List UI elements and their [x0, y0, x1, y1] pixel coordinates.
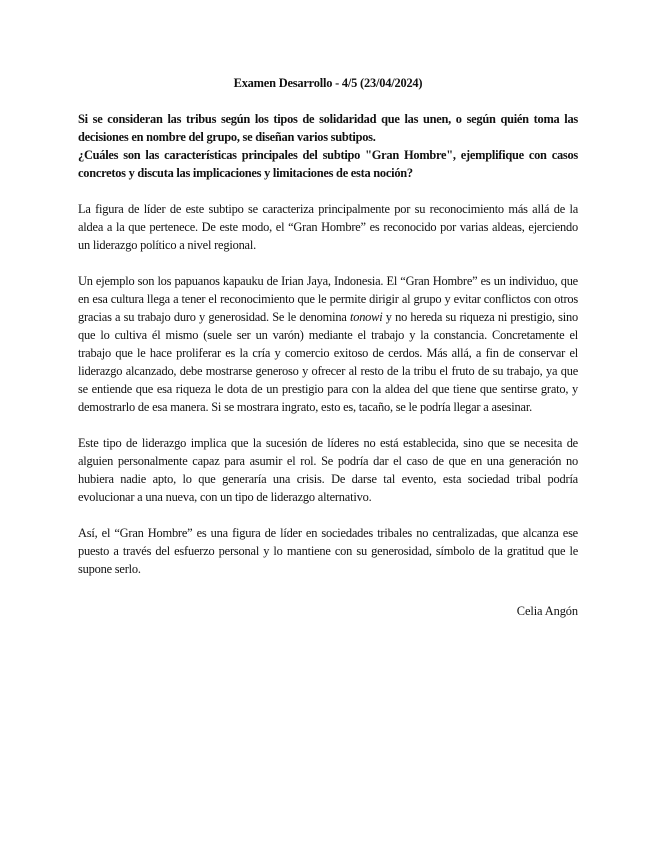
paragraph-1: La figura de líder de este subtipo se caracteriza principalmente por su reconocimiento más allá de la aldea a la que pertenece. De este modo, el “Gran Hombre” es reconocido por varias aldeas, ejerciendo un liderazgo político a nivel regional.	[78, 202, 578, 252]
paragraph-2	[78, 272, 578, 416]
paragraph-2-part-2: y no hereda su riqueza ni prestigio, sino que lo cultiva él mismo (suele ser un varón) mediante el trabajo y la constancia. Concretamente el trabajo que le hace proliferar es la cría y comercio exitoso de cerdos. Más allá, a fin de conservar el liderazgo alcanzado, debe mostrarse generoso y ofrecer al resto de la tribu el fruto de su trabajo, ya que se entiende que esa riqueza le dota de un prestigio para con la aldea del que tiene que sentirse grato, y demostrarlo de esa manera. Si se mostrara ingrato, esto es, tacaño, se le podría llegar a asesinar.	[78, 310, 578, 414]
paragraph-4: Así, el “Gran Hombre” es una figura de líder en sociedades tribales no centralizadas, que alcanza ese puesto a través del esfuerzo personal y lo mantiene con su generosidad, símbolo de la gratitud que le supone serlo.	[78, 526, 578, 576]
author-signature: Celia Angón	[516, 604, 578, 618]
paragraph-3: Este tipo de liderazgo implica que la sucesión de líderes no está establecida, sino que se necesita de alguien personalmente capaz para asumir el rol. Se podría dar el caso de que en una generación no hubiera nadie apto, lo que generaría una crisis. De darse tal evento, esta sociedad tribal podría evolucionar a una nueva, con un tipo de liderazgo alternativo.	[78, 436, 578, 504]
paragraph-2-part-1: Un ejemplo son los papuanos kapauku de Irian Jaya, Indonesia. El “Gran Hombre” es un individuo, que en esa cultura llega a tener el reconocimiento que le permite dirigir al grupo y evitar conflictos con otros gracias a su trabajo duro y generosidad. Se le denomina	[78, 274, 578, 324]
exam-question	[78, 110, 578, 182]
exam-title: Examen Desarrollo - 4/5 (23/04/2024)	[233, 76, 423, 90]
paragraph-2-italic-term: tonowi	[349, 310, 383, 324]
question-prompt: ¿Cuáles son las características principales del subtipo "Gran Hombre", ejemplifique con casos concretos y discuta las implicaciones y limitaciones de esta noción?	[78, 148, 578, 180]
document-page	[78, 74, 578, 620]
question-intro: Si se consideran las tribus según los tipos de solidaridad que las unen, o según quién toma las decisiones en nombre del grupo, se diseñan varios subtipos.	[78, 112, 578, 144]
